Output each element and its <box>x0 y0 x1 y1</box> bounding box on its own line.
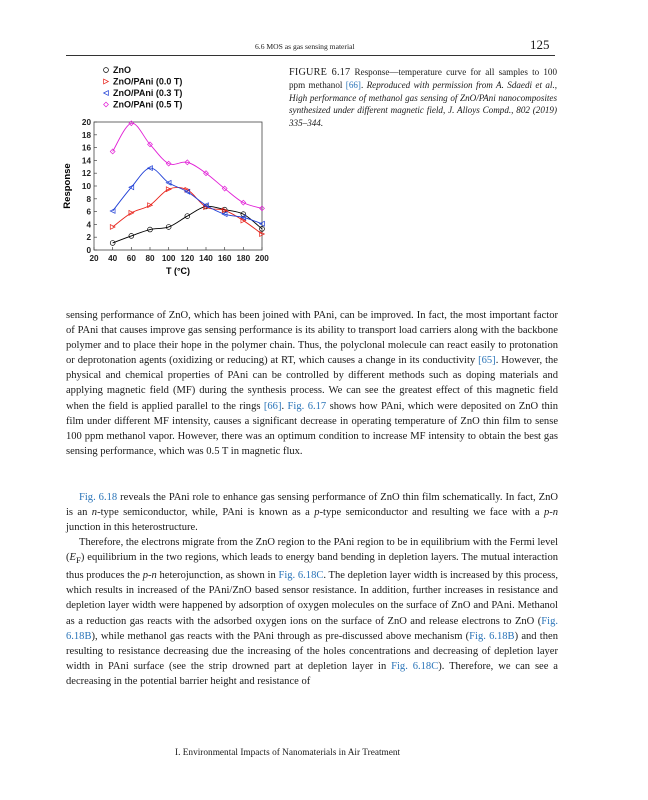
x-tick-label: 40 <box>108 254 118 263</box>
p3-text-a: Therefore, the electrons migrate from the ZnO region to the PAni region to be in equilibrium with the Fermi level ( <box>66 537 558 564</box>
x-tick-label: 120 <box>180 254 195 263</box>
fig-6-18b-link[interactable]: Fig. 6.18B <box>66 615 558 642</box>
figure-label: FIGURE 6.17 <box>289 67 351 78</box>
y-tick-label: 8 <box>86 194 91 204</box>
legend-label-1: ZnO/PAni (0.0 T) <box>113 76 183 87</box>
caption-sep: . <box>360 80 367 91</box>
series-line-3 <box>113 123 262 208</box>
y-tick-label: 0 <box>86 246 91 255</box>
caption-ref-link[interactable]: [66] <box>345 80 361 91</box>
p2-text-b: -type semiconductor, while, PAni is known as a <box>97 507 315 519</box>
pn-italic-2: p-n <box>142 570 157 582</box>
y-tick-label: 6 <box>86 207 91 217</box>
p3-text-c: heterojunction, as shown in <box>156 570 279 582</box>
p1-text-a: sensing performance of ZnO, which has been joined with PAni, can be improved. In fact, the most important factor of PAni that causes improve gas sensing performance is its ability to transport load carriers along with the backbone polymer and to place their hope in the polymer chain. Thus, the polyclonal molecule can react easily to protonation or deprotonation agents (oxidizing or reducing) at RT, which causes a change in its conductivity <box>66 310 558 367</box>
ref-65-link[interactable]: [65] <box>478 355 496 367</box>
y-tick-label: 16 <box>81 143 91 153</box>
pn-italic: p-n <box>543 507 558 519</box>
x-axis-label: T (°C) <box>165 266 191 276</box>
x-tick-label: 160 <box>217 254 232 263</box>
fig-6-18b-link-2[interactable]: Fig. 6.18B <box>469 630 515 642</box>
legend-marker-1 <box>104 79 109 84</box>
page-number: 125 <box>530 37 550 52</box>
paragraph-2 <box>66 490 558 535</box>
fermi-level-symbol: E <box>69 552 76 564</box>
series-line-0 <box>113 206 262 243</box>
x-tick-label: 140 <box>199 254 213 263</box>
y-tick-label: 2 <box>86 233 91 243</box>
fig-6-18-link[interactable]: Fig. 6.18 <box>79 492 118 503</box>
figure-6-17-chart <box>60 62 280 284</box>
x-tick-label: 200 <box>255 254 269 263</box>
y-axis-label: Response <box>62 163 73 209</box>
x-tick-label: 80 <box>145 254 155 263</box>
legend-marker-0 <box>104 68 109 73</box>
y-tick-label: 20 <box>81 118 91 127</box>
paragraph-3 <box>66 535 558 689</box>
data-point-s3-0 <box>110 149 115 154</box>
fig-6-18c-link[interactable]: Fig. 6.18C <box>278 570 324 582</box>
p1-text-d: shows how PAni, which were deposited on ZnO thin film under different MF intensity, causes a significant decrease in operating temperature of ZnO thin film to sense 100 ppm methanol vapor. However, there was an optimum condition to increase MF intensity to obtain the best gas sensing performance, which was 0.5 T in magnetic flux. <box>66 400 558 457</box>
y-tick-label: 14 <box>81 156 91 166</box>
n-type-italic: n <box>91 507 98 519</box>
p-type-italic: p <box>314 507 320 519</box>
legend-label-0: ZnO <box>113 65 131 75</box>
header-rule <box>66 55 555 56</box>
y-tick-label: 4 <box>86 220 91 230</box>
fermi-level-subscript: F <box>75 555 81 566</box>
y-tick-label: 18 <box>81 130 91 140</box>
p3-text-e: ), while methanol gas reacts with the PAni through as pre-discussed above mechanism ( <box>91 630 470 642</box>
plot-frame <box>94 122 262 250</box>
legend-marker-2 <box>104 91 109 96</box>
legend-label-3: ZnO/PAni (0.5 T) <box>113 99 183 110</box>
p1-text-b: . However, the physical and chemical properties of PAni can be controlled by different methods such as doping materials and applying magnetic field (MF) during the synthesis process. We can see the greatest effect of this magnetic field when the field is applied parallel to the rings <box>66 355 558 412</box>
x-tick-label: 100 <box>161 254 176 263</box>
data-point-s0-0 <box>110 241 115 246</box>
series-line-2 <box>113 168 262 224</box>
fig-6-18c-link-2[interactable]: Fig. 6.18C <box>391 660 439 672</box>
p1-text-c: . <box>281 400 288 412</box>
fig-6-17-link[interactable]: Fig. 6.17 <box>287 400 327 412</box>
chart-legend <box>104 65 183 110</box>
ref-66-link[interactable]: [66] <box>263 400 282 412</box>
series-line-1 <box>113 187 262 234</box>
page-footer: I. Environmental Impacts of Nanomaterials in Air Treatment <box>175 748 401 758</box>
p2-text-c: -type semiconductor and resulting we face with a <box>319 507 544 519</box>
x-tick-label: 180 <box>236 254 251 263</box>
p2-text-d: junction in this heterostructure. <box>66 522 198 534</box>
caption-credit: Reproduced with permission from A. Sdaedi et al., High performance of methanol gas sensing of ZnO/PAni nanocomposites synthesized under different magnetic field, J. Alloys Compd., 802 (2019) 335–344. <box>289 80 557 128</box>
caption-text: Response—temperature curve for all samples to 100 ppm methanol <box>289 67 557 91</box>
y-tick-label: 12 <box>81 169 91 179</box>
running-header: 6.6 MOS as gas sensing material <box>255 42 355 51</box>
y-tick-label: 10 <box>81 182 91 191</box>
p3-text-g: ). Therefore, we can see a decreasing in the potential barrier height and resistance of <box>66 660 558 687</box>
plot-area <box>82 118 269 263</box>
p3-text-b: ) equilibrium in the two regions, which leads to energy band bending in depletion layers. The mutual interaction thus produces the <box>66 552 558 582</box>
paragraph-1 <box>66 308 558 459</box>
x-tick-label: 20 <box>89 254 99 263</box>
figure-caption <box>289 66 557 129</box>
p3-text-d: . The depletion layer width is increased by this process, which results in increased of the PAni/ZnO based sensor resistance. In addition, further increases in resistance and depletion layer width were happened by adsorption of oxygen molecules on the surface of ZnO and PAni. Methanol as a reduction gas reacts with the adsorbed oxygen ions on the surface of ZnO and release electrons to ZnO ( <box>66 570 558 627</box>
legend-label-2: ZnO/PAni (0.3 T) <box>113 88 183 98</box>
x-tick-label: 60 <box>126 254 136 263</box>
p2-text-a: reveals the PAni role to enhance gas sensing performance of ZnO thin film schematically. In fact, ZnO is an <box>66 492 558 519</box>
p3-text-f: ) and then resulting to resistance decreasing due the increasing of the holes concentrations and decreasing of depletion layer width in PAni surface (see the strip drowned part at depletion layer in <box>66 630 558 672</box>
legend-marker-3 <box>104 102 109 107</box>
